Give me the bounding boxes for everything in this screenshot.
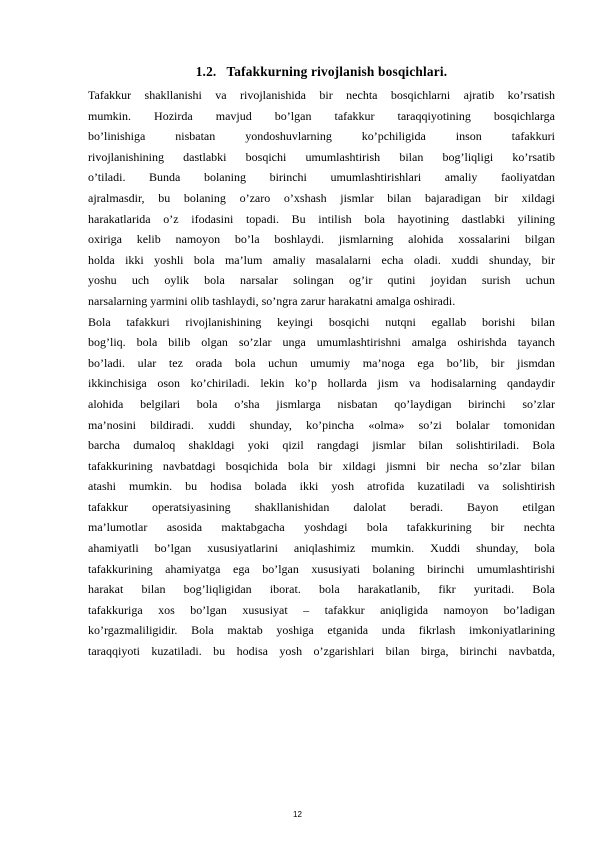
body-text xyxy=(88,85,555,662)
text-line: ikkinchisiga oson ko’chiriladi. lekin ko’p hollarda jism va hodisalarning qandaydir xyxy=(88,376,555,391)
text-line: barcha dumaloq shakldagi yoki qizil rangdagi jismlar bilan solishtiriladi. Bola xyxy=(88,438,555,453)
text-line: narsalarning yarmini olib tashlaydi, so’ngra zarur harakatni amalga oshiradi. xyxy=(88,293,456,308)
text-line: tafakkuriga xos bo’lgan xususiyat – tafakkur aniqligida namoyon bo’ladigan xyxy=(88,602,555,617)
text-line: bo’linishiga nisbatan yondoshuvlarning ko’pchiligida inson tafakkuri xyxy=(88,129,555,144)
text-line: holda ikki yoshli bola ma’lum amaliy masalalarni echa oladi. xuddi shunday, bir xyxy=(88,252,555,267)
text-line: harakat bilan bog’liqligidan iborat. bola harakatlanib, fikr yuritadi. Bola xyxy=(88,582,555,597)
text-line: oxiriga kelib namoyon bo’la boshlaydi. jismlarning alohida xossalarini bilgan xyxy=(88,232,555,247)
text-line: harakatlarida o’z ifodasini topadi. Bu intilish bola hayotining dastlabki yilining xyxy=(88,211,555,226)
text-line: tafakkur operatsiyasining shakllanishidan dalolat beradi. Bayon etilgan xyxy=(88,499,555,514)
text-line: ahamiyatli bo’lgan xususiyatlarini aniqlashimiz mumkin. Xuddi shunday, bola xyxy=(88,541,555,556)
text-line: Bola tafakkuri rivojlanishining keyingi bosqichi nutqni egallab borishi bilan xyxy=(88,314,555,329)
page-number: 12 xyxy=(293,810,302,819)
text-line: tafakkurining navbatdagi bosqichida bola bir xildagi jismni bir necha so’zlar bilan xyxy=(88,458,555,473)
section-number: 1.2. xyxy=(195,64,217,79)
text-line: alohida belgilari bola o’sha jismlarga nisbatan qo’laydigan birinchi so’zlar xyxy=(88,396,555,411)
document-page xyxy=(88,62,555,662)
text-line: yoshu uch oylik bola narsalar solingan og’ir qutini joyidan surish uchun xyxy=(88,273,555,288)
text-line: atashi mumkin. bu hodisa bolada ikki yosh atrofida kuzatiladi va solishtirish xyxy=(88,479,555,494)
text-line: ma’lumotlar asosida maktabgacha yoshdagi bola tafakkurining bir nechta xyxy=(88,520,555,535)
text-line: bo’ladi. ular tez orada bola uchun umumiy ma’noga ega bo’lib, bir jismdan xyxy=(88,355,555,370)
text-line: ko’rgazmaliligidir. Bola maktab yoshiga etganida unda fikrlash imkoniyatlarining xyxy=(88,623,555,638)
text-line: Tafakkur shakllanishi va rivojlanishida bir nechta bosqichlarni ajratib ko’rsatish xyxy=(88,88,555,102)
text-line: taraqqiyoti kuzatiladi. bu hodisa yosh o’zgarishlari bilan birga, birinchi navbatda, xyxy=(88,644,555,659)
section-title: Tafakkurning rivojlanish bosqichlari. xyxy=(226,64,448,79)
text-line: ma’nosini bildiradi. xuddi shunday, ko’pincha «olma» so’zi bolalar tomonidan xyxy=(88,417,555,432)
paragraph xyxy=(88,85,555,312)
text-line: tafakkurining ahamiyatga ega bo’lgan xususiyati bolaning birinchi umumlashtirishi xyxy=(88,561,555,576)
text-line: o’tiladi. Bunda bolaning birinchi umumlashtirishlari amaliy faoliyatdan xyxy=(88,170,555,185)
text-line: ajralmasdir, bu bolaning o’zaro o’xshash jismlar bilan bajaradigan bir xildagi xyxy=(88,190,555,205)
text-line: rivojlanishining dastlabki bosqichi umumlashtirish bilan bog’liqligi ko’rsatib xyxy=(88,149,555,164)
text-line: mumkin. Hozirda mavjud bo’lgan tafakkur taraqqiyotining bosqichlarga xyxy=(88,108,555,123)
text-line: bog’liq. bola bilib olgan so’zlar unga umumlashtirishni amalga oshirishda tayanch xyxy=(88,335,555,350)
paragraph xyxy=(88,312,555,662)
section-heading xyxy=(88,62,555,82)
